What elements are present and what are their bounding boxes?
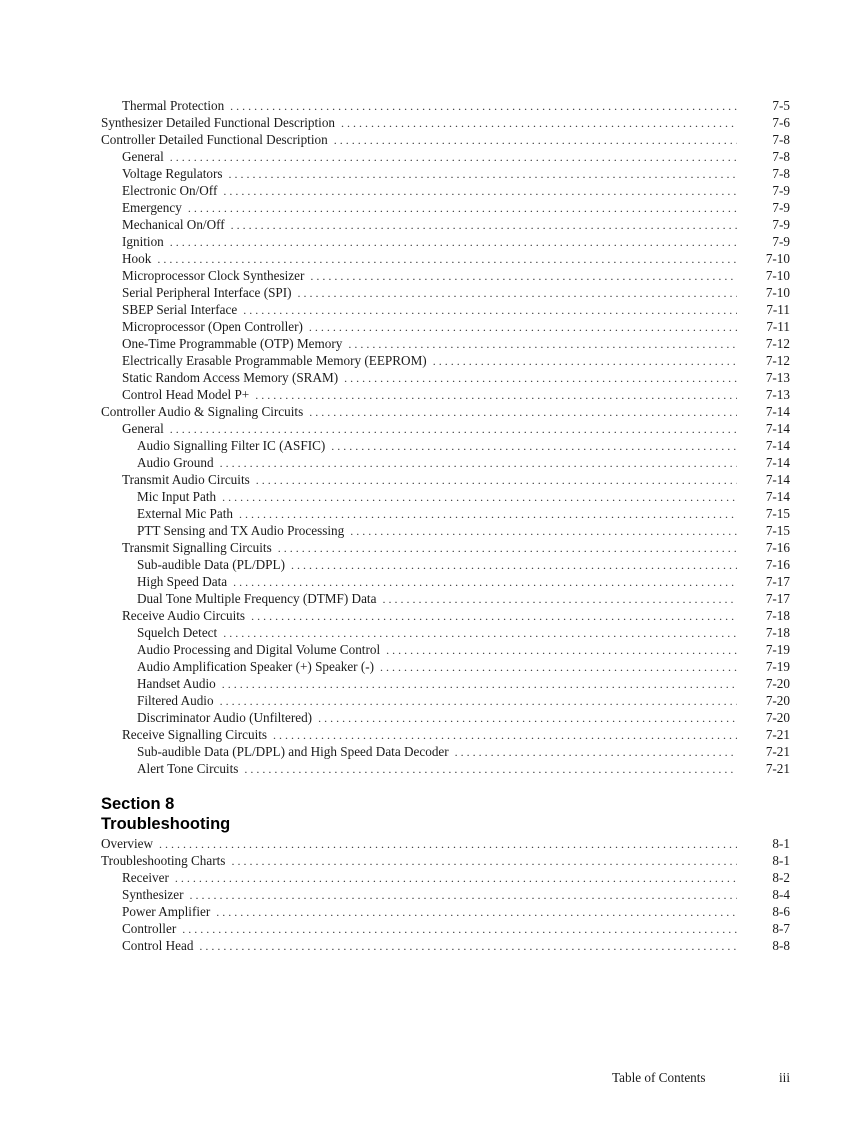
dot-leader [199,938,737,955]
toc-entry-title: Controller Detailed Functional Description [101,132,328,147]
dot-leader [309,319,737,336]
dot-leader [341,115,737,132]
toc-entry-title: Troubleshooting Charts [101,853,226,868]
toc-entry-title: PTT Sensing and TX Audio Processing [137,523,345,538]
toc-entry[interactable] [101,539,790,556]
toc-entry-title: Synthesizer [122,887,184,902]
toc-entry[interactable] [101,886,790,903]
toc-entry[interactable] [101,658,790,675]
toc-entry-title: Transmit Signalling Circuits [122,540,272,555]
dot-leader [298,285,737,302]
toc-entry[interactable] [101,165,790,182]
toc-entry[interactable] [101,641,790,658]
dot-leader [220,455,737,472]
toc-entry-title: Serial Peripheral Interface (SPI) [122,285,292,300]
toc-entry-page: 7-9 [772,200,790,215]
toc-entry-title: Microprocessor (Open Controller) [122,319,303,334]
dot-leader [433,353,737,370]
dot-leader [170,234,737,251]
toc-entry-title: Control Head [122,938,194,953]
dot-leader [382,591,737,608]
toc-entry[interactable] [101,573,790,590]
dot-leader [278,540,737,557]
dot-leader [230,98,737,115]
toc-entry-page: 7-14 [765,472,790,487]
toc-entry-title: Control Head Model P+ [122,387,250,402]
dot-leader [244,761,737,778]
toc-entry[interactable] [101,114,790,131]
toc-entry-page: 7-11 [766,319,790,334]
toc-entry-title: External Mic Path [137,506,233,521]
toc-entry-title: Receive Signalling Circuits [122,727,268,742]
toc-entry-page: 7-11 [766,302,790,317]
dot-leader [243,302,737,319]
toc-entry-title: Filtered Audio [137,693,214,708]
toc-entry[interactable] [101,199,790,216]
toc-entry-page: 7-14 [765,489,790,504]
toc-entry-page: 7-14 [765,438,790,453]
toc-entry[interactable] [101,454,790,471]
dot-leader [233,574,737,591]
toc-entry[interactable] [101,505,790,522]
toc-entry-page: 8-2 [772,870,790,885]
dot-leader [223,183,737,200]
toc-entry[interactable] [101,903,790,920]
toc-entry-page: 7-21 [765,727,790,742]
toc-entry-title: Receiver [122,870,169,885]
toc-entry-title: Synthesizer Detailed Functional Description [101,115,336,130]
dot-leader [455,744,737,761]
toc-entry[interactable] [101,556,790,573]
toc-entry-title: Controller [122,921,177,936]
toc-entry-page: 7-21 [765,761,790,776]
toc-entry[interactable] [101,148,790,165]
toc-entry-page: 7-21 [765,744,790,759]
toc-entry-page: 8-1 [772,853,790,868]
toc-entry-page: 7-19 [765,659,790,674]
toc-entry-title: Alert Tone Circuits [137,761,239,776]
toc-entry-title: Electronic On/Off [122,183,218,198]
toc-entry-page: 7-20 [765,693,790,708]
dot-leader [223,625,737,642]
dot-leader [309,404,737,421]
toc-entry[interactable] [101,726,790,743]
toc-entry-page: 7-13 [765,387,790,402]
toc-entry-title: Electrically Erasable Programmable Memory (EEPROM) [122,353,427,368]
toc-entry[interactable] [101,852,790,869]
toc-entry-page: 8-1 [772,836,790,851]
toc-entry-title: One-Time Programmable (OTP) Memory [122,336,343,351]
toc-entry[interactable] [101,267,790,284]
toc-entry-title: Receive Audio Circuits [122,608,246,623]
dot-leader [231,853,737,870]
dot-leader [380,659,737,676]
toc-entry-title: Voltage Regulators [122,166,223,181]
toc-entry[interactable] [101,471,790,488]
toc-entry-title: Handset Audio [137,676,216,691]
toc-entry-title: Ignition [122,234,164,249]
section-heading [101,794,230,834]
toc-entry-page: 7-19 [765,642,790,657]
toc-entry[interactable] [101,760,790,777]
toc-entry-page: 7-15 [765,506,790,521]
toc-entry[interactable] [101,250,790,267]
section-title: Troubleshooting [101,815,231,833]
toc-entry-page: 7-10 [765,285,790,300]
toc-entry-page: 7-14 [765,404,790,419]
dot-leader [273,727,737,744]
toc-entry-title: Power Amplifier [122,904,211,919]
footer-label: Table of Contents [612,1070,706,1085]
toc-entry-page: 7-12 [765,353,790,368]
toc-entry[interactable] [101,233,790,250]
dot-leader [310,268,737,285]
toc-entry-page: 7-8 [772,132,790,147]
dot-leader [157,251,737,268]
toc-entry-page: 7-18 [765,625,790,640]
toc-entry-title: Microprocessor Clock Synthesizer [122,268,305,283]
toc-entry-page: 7-20 [765,710,790,725]
toc-entry[interactable] [101,488,790,505]
dot-leader [231,217,737,234]
toc-entry[interactable] [101,216,790,233]
dot-leader [222,489,737,506]
toc-list-part-1 [101,97,790,777]
toc-entry[interactable] [101,386,790,403]
toc-entry-title: Audio Processing and Digital Volume Control [137,642,381,657]
toc-entry-page: 7-13 [765,370,790,385]
toc-entry-title: Audio Signalling Filter IC (ASFIC) [137,438,326,453]
toc-entry[interactable] [101,97,790,114]
toc-entry[interactable] [101,607,790,624]
toc-entry-page: 8-4 [772,887,790,902]
toc-entry[interactable] [101,920,790,937]
toc-entry[interactable] [101,522,790,539]
toc-entry-title: Sub-audible Data (PL/DPL) and High Speed Data Decoder [137,744,449,759]
toc-entry-title: Audio Ground [137,455,214,470]
dot-leader [318,710,737,727]
dot-leader [386,642,737,659]
dot-leader [170,149,737,166]
toc-entry[interactable] [101,692,790,709]
toc-entry-title: Discriminator Audio (Unfiltered) [137,710,313,725]
toc-entry-title: General [122,149,164,164]
toc-entry-title: SBEP Serial Interface [122,302,238,317]
toc-entry[interactable] [101,420,790,437]
toc-entry-page: 7-16 [765,557,790,572]
toc-entry[interactable] [101,709,790,726]
toc-entry-page: 7-18 [765,608,790,623]
toc-entry-page: 7-20 [765,676,790,691]
section-number: Section 8 [101,795,175,813]
toc-entry-page: 7-9 [772,234,790,249]
toc-entry-page: 7-8 [772,166,790,181]
toc-entry-page: 8-8 [772,938,790,953]
dot-leader [170,421,737,438]
toc-entry[interactable] [101,284,790,301]
toc-entry-title: Sub-audible Data (PL/DPL) [137,557,285,572]
toc-entry[interactable] [101,437,790,454]
toc-entry-title: Mic Input Path [137,489,217,504]
toc-entry[interactable] [101,624,790,641]
toc-entry-page: 7-14 [765,455,790,470]
toc-entry-page: 7-5 [772,98,790,113]
dot-leader [159,836,737,853]
dot-leader [222,676,737,693]
toc-entry[interactable] [101,590,790,607]
toc-entry-page: 7-10 [765,251,790,266]
toc-entry-title: General [122,421,164,436]
dot-leader [255,387,737,404]
toc-entry-title: Dual Tone Multiple Frequency (DTMF) Data [137,591,377,606]
toc-entry[interactable] [101,675,790,692]
dot-leader [216,904,737,921]
toc-entry-title: Transmit Audio Circuits [122,472,250,487]
dot-leader [348,336,737,353]
toc-entry-page: 7-6 [772,115,790,130]
toc-list-part-2 [101,835,790,954]
page-footer [0,1069,866,1086]
toc-entry-page: 7-16 [765,540,790,555]
toc-entry[interactable] [101,318,790,335]
toc-entry[interactable] [101,182,790,199]
toc-entry-page: 7-12 [765,336,790,351]
dot-leader [291,557,737,574]
toc-entry[interactable] [101,369,790,386]
toc-entry[interactable] [101,301,790,318]
toc-entry-page: 7-17 [765,591,790,606]
toc-entry-page: 7-10 [765,268,790,283]
toc-entry-title: Controller Audio & Signaling Circuits [101,404,304,419]
footer-page-number: iii [779,1070,790,1085]
dot-leader [256,472,737,489]
toc-entry[interactable] [101,835,790,852]
toc-entry[interactable] [101,352,790,369]
dot-leader [344,370,737,387]
toc-entry-title: Audio Amplification Speaker (+) Speaker (-) [137,659,375,674]
toc-entry[interactable] [101,131,790,148]
dot-leader [334,132,737,149]
toc-entry[interactable] [101,403,790,420]
toc-entry-title: Mechanical On/Off [122,217,225,232]
toc-entry-title: Overview [101,836,153,851]
toc-entry-page: 7-15 [765,523,790,538]
toc-entry-title: Emergency [122,200,182,215]
dot-leader [228,166,737,183]
dot-leader [350,523,737,540]
dot-leader [188,200,737,217]
toc-entry-title: High Speed Data [137,574,228,589]
toc-entry-page: 7-17 [765,574,790,589]
dot-leader [220,693,737,710]
toc-entry[interactable] [101,335,790,352]
toc-entry-title: Hook [122,251,152,266]
dot-leader [239,506,737,523]
dot-leader [175,870,737,887]
toc-entry-title: Thermal Protection [122,98,225,113]
dot-leader [331,438,737,455]
dot-leader [251,608,737,625]
toc-entry[interactable] [101,869,790,886]
toc-entry[interactable] [101,743,790,760]
toc-entry-page: 7-9 [772,217,790,232]
dot-leader [182,921,737,938]
toc-entry-page: 7-9 [772,183,790,198]
toc-entry-page: 7-14 [765,421,790,436]
toc-entry-page: 7-8 [772,149,790,164]
toc-entry-page: 8-6 [772,904,790,919]
toc-entry-title: Squelch Detect [137,625,218,640]
toc-entry-title: Static Random Access Memory (SRAM) [122,370,339,385]
dot-leader [190,887,737,904]
toc-entry-page: 8-7 [772,921,790,936]
toc-entry[interactable] [101,937,790,954]
